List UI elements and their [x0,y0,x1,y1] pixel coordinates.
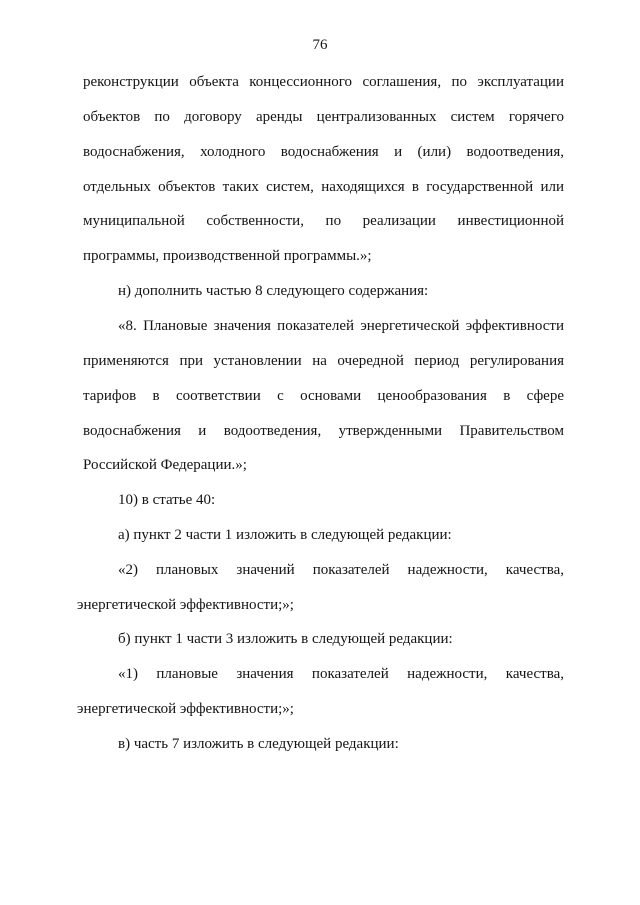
text-line: объектов по договору аренды централизованных систем горячего [83,109,564,125]
text-line: программы, производственной программы.»; [83,248,372,264]
text-line: водоснабжения, холодного водоснабжения и (или) водоотведения, [83,144,564,160]
text-line: отдельных объектов таких систем, находящихся в государственной или [83,179,564,195]
text-line: б) пункт 1 части 3 изложить в следующей редакции: [118,631,453,647]
text-line: «1) плановые значения показателей надежности, качества, [118,666,564,682]
text-line: «2) плановых значений показателей надежности, качества, [118,562,564,578]
text-line: водоснабжения и водоотведения, утвержденными Правительством [83,423,564,439]
text-line: н) дополнить частью 8 следующего содержания: [118,283,429,299]
page-number: 76 [312,37,328,53]
text-line: 10) в статье 40: [118,492,216,508]
text-line: реконструкции объекта концессионного соглашения, по эксплуатации [83,74,564,90]
text-line: Российской Федерации.»; [83,457,247,473]
text-line: «8. Плановые значения показателей энергетической эффективности [118,318,564,334]
text-line: энергетической эффективности;»; [77,597,294,613]
text-line: муниципальной собственности, по реализации инвестиционной [83,213,564,229]
text-line: применяются при установлении на очередной период регулирования [83,353,564,369]
text-line: энергетической эффективности;»; [77,701,294,717]
text-line: в) часть 7 изложить в следующей редакции: [118,736,399,752]
text-line: тарифов в соответствии с основами ценообразования в сфере [83,388,564,404]
text-line: а) пункт 2 части 1 изложить в следующей редакции: [118,527,452,543]
